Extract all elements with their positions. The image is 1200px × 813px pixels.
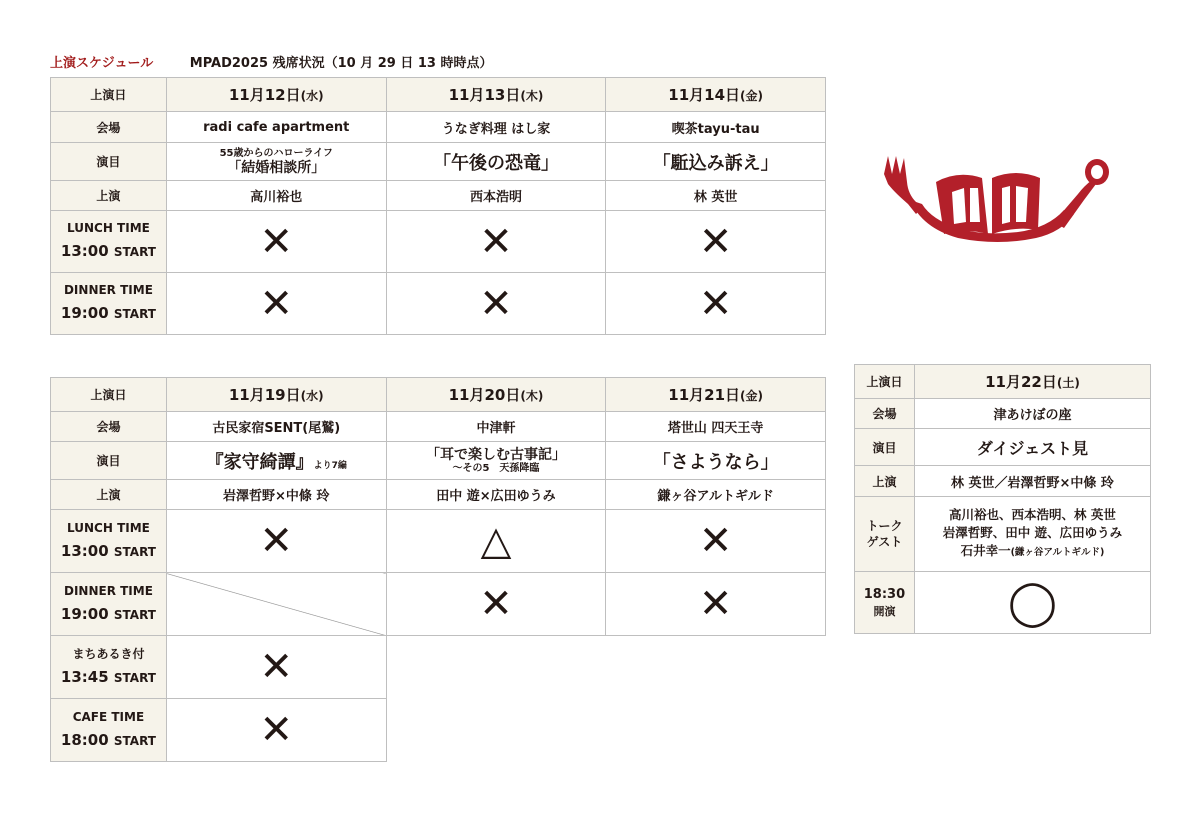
date-label: 上演日 xyxy=(51,378,167,412)
schedule-table-week2 xyxy=(50,377,826,762)
cafe-row xyxy=(51,699,826,762)
cast-row xyxy=(51,181,826,211)
dinner-row xyxy=(51,573,826,636)
guest-line: 高川裕也、西本浩明、林 英世 xyxy=(949,507,1116,522)
seat-status-note: MPAD2025 残席状況（10 月 29 日 13 時時点） xyxy=(189,56,493,71)
cast-row xyxy=(855,466,1151,497)
cast-cell: 西本浩明 xyxy=(386,181,606,211)
schedule-title: 上演スケジュール xyxy=(50,56,154,71)
availability-mark: ✕ xyxy=(166,699,386,762)
machi-label: まちあるき付 13:45 START xyxy=(51,636,167,699)
show-row xyxy=(855,572,1151,634)
venue-row xyxy=(51,412,826,442)
availability-mark: ✕ xyxy=(606,273,826,335)
program-title: 「駈込み訴え」 xyxy=(606,143,826,181)
venue-cell: radi cafe apartment xyxy=(166,112,386,143)
availability-mark: ✕ xyxy=(386,273,606,335)
lunch-row xyxy=(51,211,826,273)
program-cell xyxy=(166,143,386,181)
day-header-1113: 11月13日(木) xyxy=(386,78,606,112)
venue-cell: 古民家宿SENT(尾鷲) xyxy=(166,412,386,442)
day-header-1121: 11月21日(金) xyxy=(606,378,826,412)
program-title: 「結婚相談所」 xyxy=(227,159,326,176)
venue-cell: 中津軒 xyxy=(386,412,606,442)
schedule-table-week1 xyxy=(50,77,826,335)
cast-cell: 林 英世 xyxy=(606,181,826,211)
venue-label: 会場 xyxy=(855,399,915,429)
availability-mark: ✕ xyxy=(606,510,826,573)
cast-label: 上演 xyxy=(51,181,167,211)
program-row xyxy=(51,143,826,181)
availability-mark: ◯ xyxy=(914,572,1150,634)
program-title: 『家守綺譚』 xyxy=(205,451,314,473)
program-cell xyxy=(166,442,386,480)
venue-cell: 津あけぼの座 xyxy=(914,399,1150,429)
cast-cell: 鎌ヶ谷アルトギルド xyxy=(606,480,826,510)
talk-guest-cell xyxy=(914,497,1150,572)
talk-guest-row xyxy=(855,497,1151,572)
lunch-label: LUNCH TIME 13:00 START xyxy=(51,510,167,573)
fork-book-spoon-logo xyxy=(878,148,1118,252)
day-header-1119: 11月19日(水) xyxy=(166,378,386,412)
program-row xyxy=(51,442,826,480)
lunch-row xyxy=(51,510,826,573)
program-label: 演目 xyxy=(51,143,167,181)
program-title: ダイジェスト見 xyxy=(914,429,1150,466)
availability-mark: ✕ xyxy=(386,573,606,636)
day-header-1112: 11月12日(水) xyxy=(166,78,386,112)
venue-label: 会場 xyxy=(51,412,167,442)
cast-label: 上演 xyxy=(51,480,167,510)
cast-cell: 岩澤哲野×中條 玲 xyxy=(166,480,386,510)
availability-mark: ✕ xyxy=(166,211,386,273)
guest-line: 岩澤哲野、田中 遊、広田ゆうみ xyxy=(942,525,1123,540)
program-title: 「耳で楽しむ古事記」 xyxy=(425,446,566,463)
availability-mark: ✕ xyxy=(606,573,826,636)
day-header-1122: 11月22日(土) xyxy=(914,365,1150,399)
program-cell xyxy=(386,442,606,480)
program-title: 「午後の恐竜」 xyxy=(386,143,606,181)
availability-mark: ✕ xyxy=(606,211,826,273)
program-subtitle: 〜その5 天孫降臨 xyxy=(452,462,540,474)
page-header xyxy=(50,52,493,71)
lunch-label: LUNCH TIME 13:00 START xyxy=(51,211,167,273)
program-label: 演目 xyxy=(855,429,915,466)
day-header-1120: 11月20日(木) xyxy=(386,378,606,412)
cast-row xyxy=(51,480,826,510)
program-note: より7編 xyxy=(313,460,347,471)
venue-cell: 喫茶tayu-tau xyxy=(606,112,826,143)
availability-mark: ✕ xyxy=(386,211,606,273)
machi-row xyxy=(51,636,826,699)
date-row xyxy=(51,78,826,112)
venue-cell: うなぎ料理 はし家 xyxy=(386,112,606,143)
dinner-label: DINNER TIME 19:00 START xyxy=(51,573,167,636)
availability-mark: ✕ xyxy=(166,273,386,335)
cast-cell: 林 英世／岩澤哲野×中條 玲 xyxy=(914,466,1150,497)
program-subtitle: 55歳からのハローライフ xyxy=(219,147,333,159)
availability-mark: △ xyxy=(386,510,606,573)
availability-mark: ✕ xyxy=(166,510,386,573)
dinner-row xyxy=(51,273,826,335)
guest-line: 石井幸一(鎌ヶ谷アルトギルド) xyxy=(960,543,1105,558)
venue-cell: 塔世山 四天王寺 xyxy=(606,412,826,442)
date-label: 上演日 xyxy=(51,78,167,112)
logo-graphic xyxy=(878,148,1118,248)
cast-cell: 高川裕也 xyxy=(166,181,386,211)
date-row xyxy=(51,378,826,412)
cast-cell: 田中 遊×広田ゆうみ xyxy=(386,480,606,510)
cast-label: 上演 xyxy=(855,466,915,497)
not-held-cell xyxy=(166,573,386,636)
program-label: 演目 xyxy=(51,442,167,480)
day-header-1114: 11月14日(金) xyxy=(606,78,826,112)
program-row xyxy=(855,429,1151,466)
cafe-label: CAFE TIME 18:00 START xyxy=(51,699,167,762)
venue-row xyxy=(51,112,826,143)
talk-guest-label: トーク ゲスト xyxy=(855,497,915,572)
date-label: 上演日 xyxy=(855,365,915,399)
venue-label: 会場 xyxy=(51,112,167,143)
date-row xyxy=(855,365,1151,399)
schedule-table-1122 xyxy=(854,364,1151,634)
dinner-label: DINNER TIME 19:00 START xyxy=(51,273,167,335)
venue-row xyxy=(855,399,1151,429)
show-time-label: 18:30 開演 xyxy=(855,572,915,634)
program-title: 「さようなら」 xyxy=(606,442,826,480)
availability-mark: ✕ xyxy=(166,636,386,699)
